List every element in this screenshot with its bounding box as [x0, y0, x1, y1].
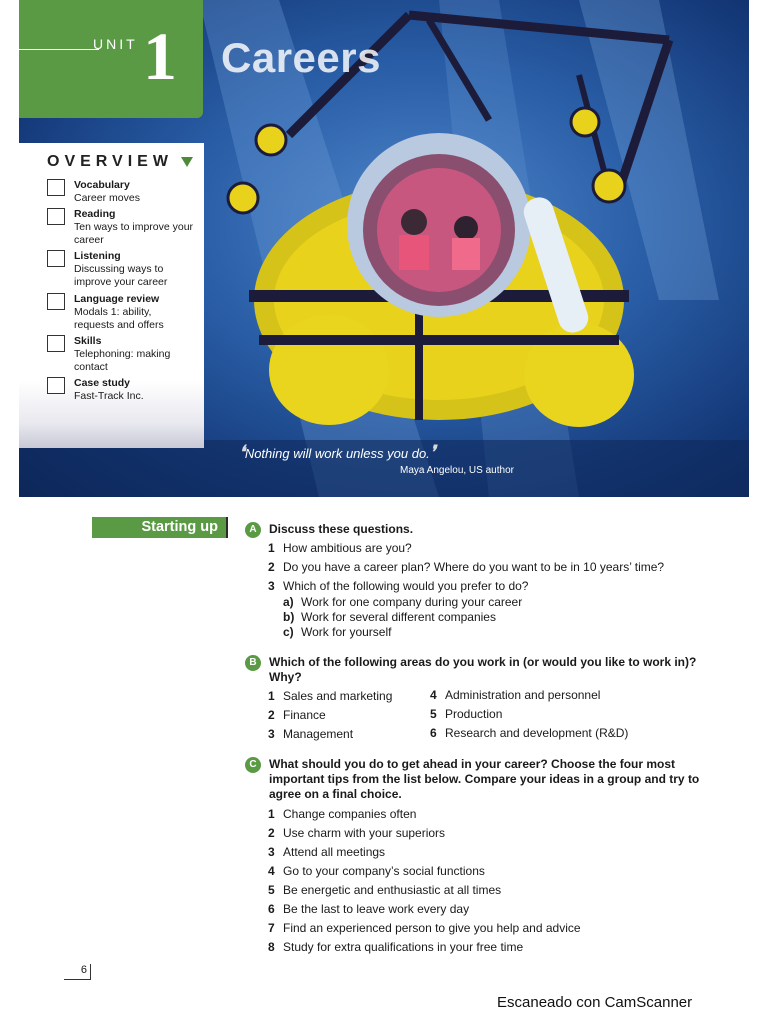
- quote-close-mark: ❜: [429, 442, 436, 462]
- area-text: Production: [445, 707, 503, 721]
- overview-item-title: Language review: [74, 293, 160, 305]
- page-number: 6: [64, 964, 91, 980]
- question-text: Which of the following would you prefer to do?: [283, 579, 529, 593]
- area-number: 1: [268, 689, 275, 703]
- overview-item-title: Vocabulary: [74, 179, 130, 191]
- question-text: Do you have a career plan? Where do you want to be in 10 years’ time?: [283, 560, 665, 574]
- option-label: a): [283, 595, 294, 609]
- tip-number: 3: [268, 845, 275, 859]
- option-text: Work for several different companies: [301, 610, 496, 624]
- tip-text: Use charm with your superiors: [283, 826, 446, 840]
- overview-item-desc: Modals 1: ability, requests and offers: [74, 306, 164, 331]
- unit-rule: [19, 49, 99, 50]
- tip-number: 2: [268, 826, 275, 840]
- overview-item-title: Reading: [74, 208, 116, 220]
- section-b-heading: Which of the following areas do you work in (or would you like to work in)? Why?: [269, 655, 697, 684]
- checkbox-icon: [47, 208, 65, 225]
- quote-author: Maya Angelou, US author: [400, 465, 514, 476]
- tip-number: 5: [268, 883, 275, 897]
- overview-item-title: Case study: [74, 377, 131, 389]
- question-number: 3: [268, 579, 275, 593]
- unit-number: 1: [143, 18, 177, 94]
- area-text: Sales and marketing: [283, 689, 393, 703]
- area-text: Finance: [283, 708, 326, 722]
- unit-label: UNIT: [93, 36, 138, 52]
- section-c-badge: C: [245, 757, 261, 773]
- overview-heading: OVERVIEW: [47, 153, 173, 170]
- tip-text: Study for extra qualifications in your free time: [283, 940, 524, 954]
- question-number: 1: [268, 541, 275, 555]
- tip-number: 4: [268, 864, 275, 878]
- tip-text: Be energetic and enthusiastic at all times: [283, 883, 502, 897]
- section-b-badge: B: [245, 655, 261, 671]
- option-text: Work for one company during your career: [301, 595, 523, 609]
- section-c-heading: What should you do to get ahead in your career? Choose the four most important tips from the list below. Compare your ideas in a group and try to agree on a final choice.: [269, 757, 700, 801]
- quote: [239, 442, 436, 463]
- area-number: 6: [430, 726, 437, 740]
- overview-panel: [19, 143, 204, 448]
- tip-number: 6: [268, 902, 275, 916]
- checkbox-icon: [47, 250, 65, 267]
- overview-item-desc: Career moves: [74, 192, 140, 204]
- area-number: 4: [430, 688, 437, 702]
- unit-title: Careers: [221, 34, 381, 81]
- tip-number: 1: [268, 807, 275, 821]
- area-text: Management: [283, 727, 354, 741]
- overview-item-desc: Discussing ways to improve your career: [74, 263, 168, 288]
- checkbox-icon: [47, 377, 65, 394]
- question-text: How ambitious are you?: [283, 541, 412, 555]
- checkbox-icon: [47, 293, 65, 310]
- overview-item-desc: Ten ways to improve your career: [74, 221, 194, 246]
- tip-text: Go to your company’s social functions: [283, 864, 485, 878]
- tip-number: 7: [268, 921, 275, 935]
- option-label: c): [283, 625, 294, 639]
- area-number: 5: [430, 707, 437, 721]
- quote-open-mark: ❛: [239, 442, 245, 462]
- hero-image: [19, 0, 749, 497]
- section-a-heading: Discuss these questions.: [269, 522, 414, 536]
- checkbox-icon: [47, 335, 65, 352]
- unit-badge: [19, 0, 203, 118]
- starting-up-label: Starting up: [92, 517, 228, 538]
- option-text: Work for yourself: [301, 625, 392, 639]
- overview-item-desc: Telephoning: making contact: [74, 348, 171, 373]
- area-text: Administration and personnel: [445, 688, 601, 702]
- triangle-down-icon: [181, 157, 193, 167]
- option-label: b): [283, 610, 295, 624]
- section-a-badge: A: [245, 522, 261, 538]
- tip-number: 8: [268, 940, 275, 954]
- area-number: 2: [268, 708, 275, 722]
- tip-text: Be the last to leave work every day: [283, 902, 470, 916]
- tip-text: Change companies often: [283, 807, 417, 821]
- tip-text: Attend all meetings: [283, 845, 386, 859]
- overview-item-title: Skills: [74, 335, 102, 347]
- checkbox-icon: [47, 179, 65, 196]
- area-number: 3: [268, 727, 275, 741]
- scanner-watermark: Escaneado con CamScanner: [497, 994, 693, 1011]
- tip-text: Find an experienced person to give you help and advice: [283, 921, 581, 935]
- area-text: Research and development (R&D): [445, 726, 629, 740]
- question-number: 2: [268, 560, 275, 574]
- quote-text: Nothing will work unless you do.: [244, 446, 430, 461]
- overview-item-title: Listening: [74, 250, 121, 262]
- overview-item-desc: Fast-Track Inc.: [74, 390, 144, 402]
